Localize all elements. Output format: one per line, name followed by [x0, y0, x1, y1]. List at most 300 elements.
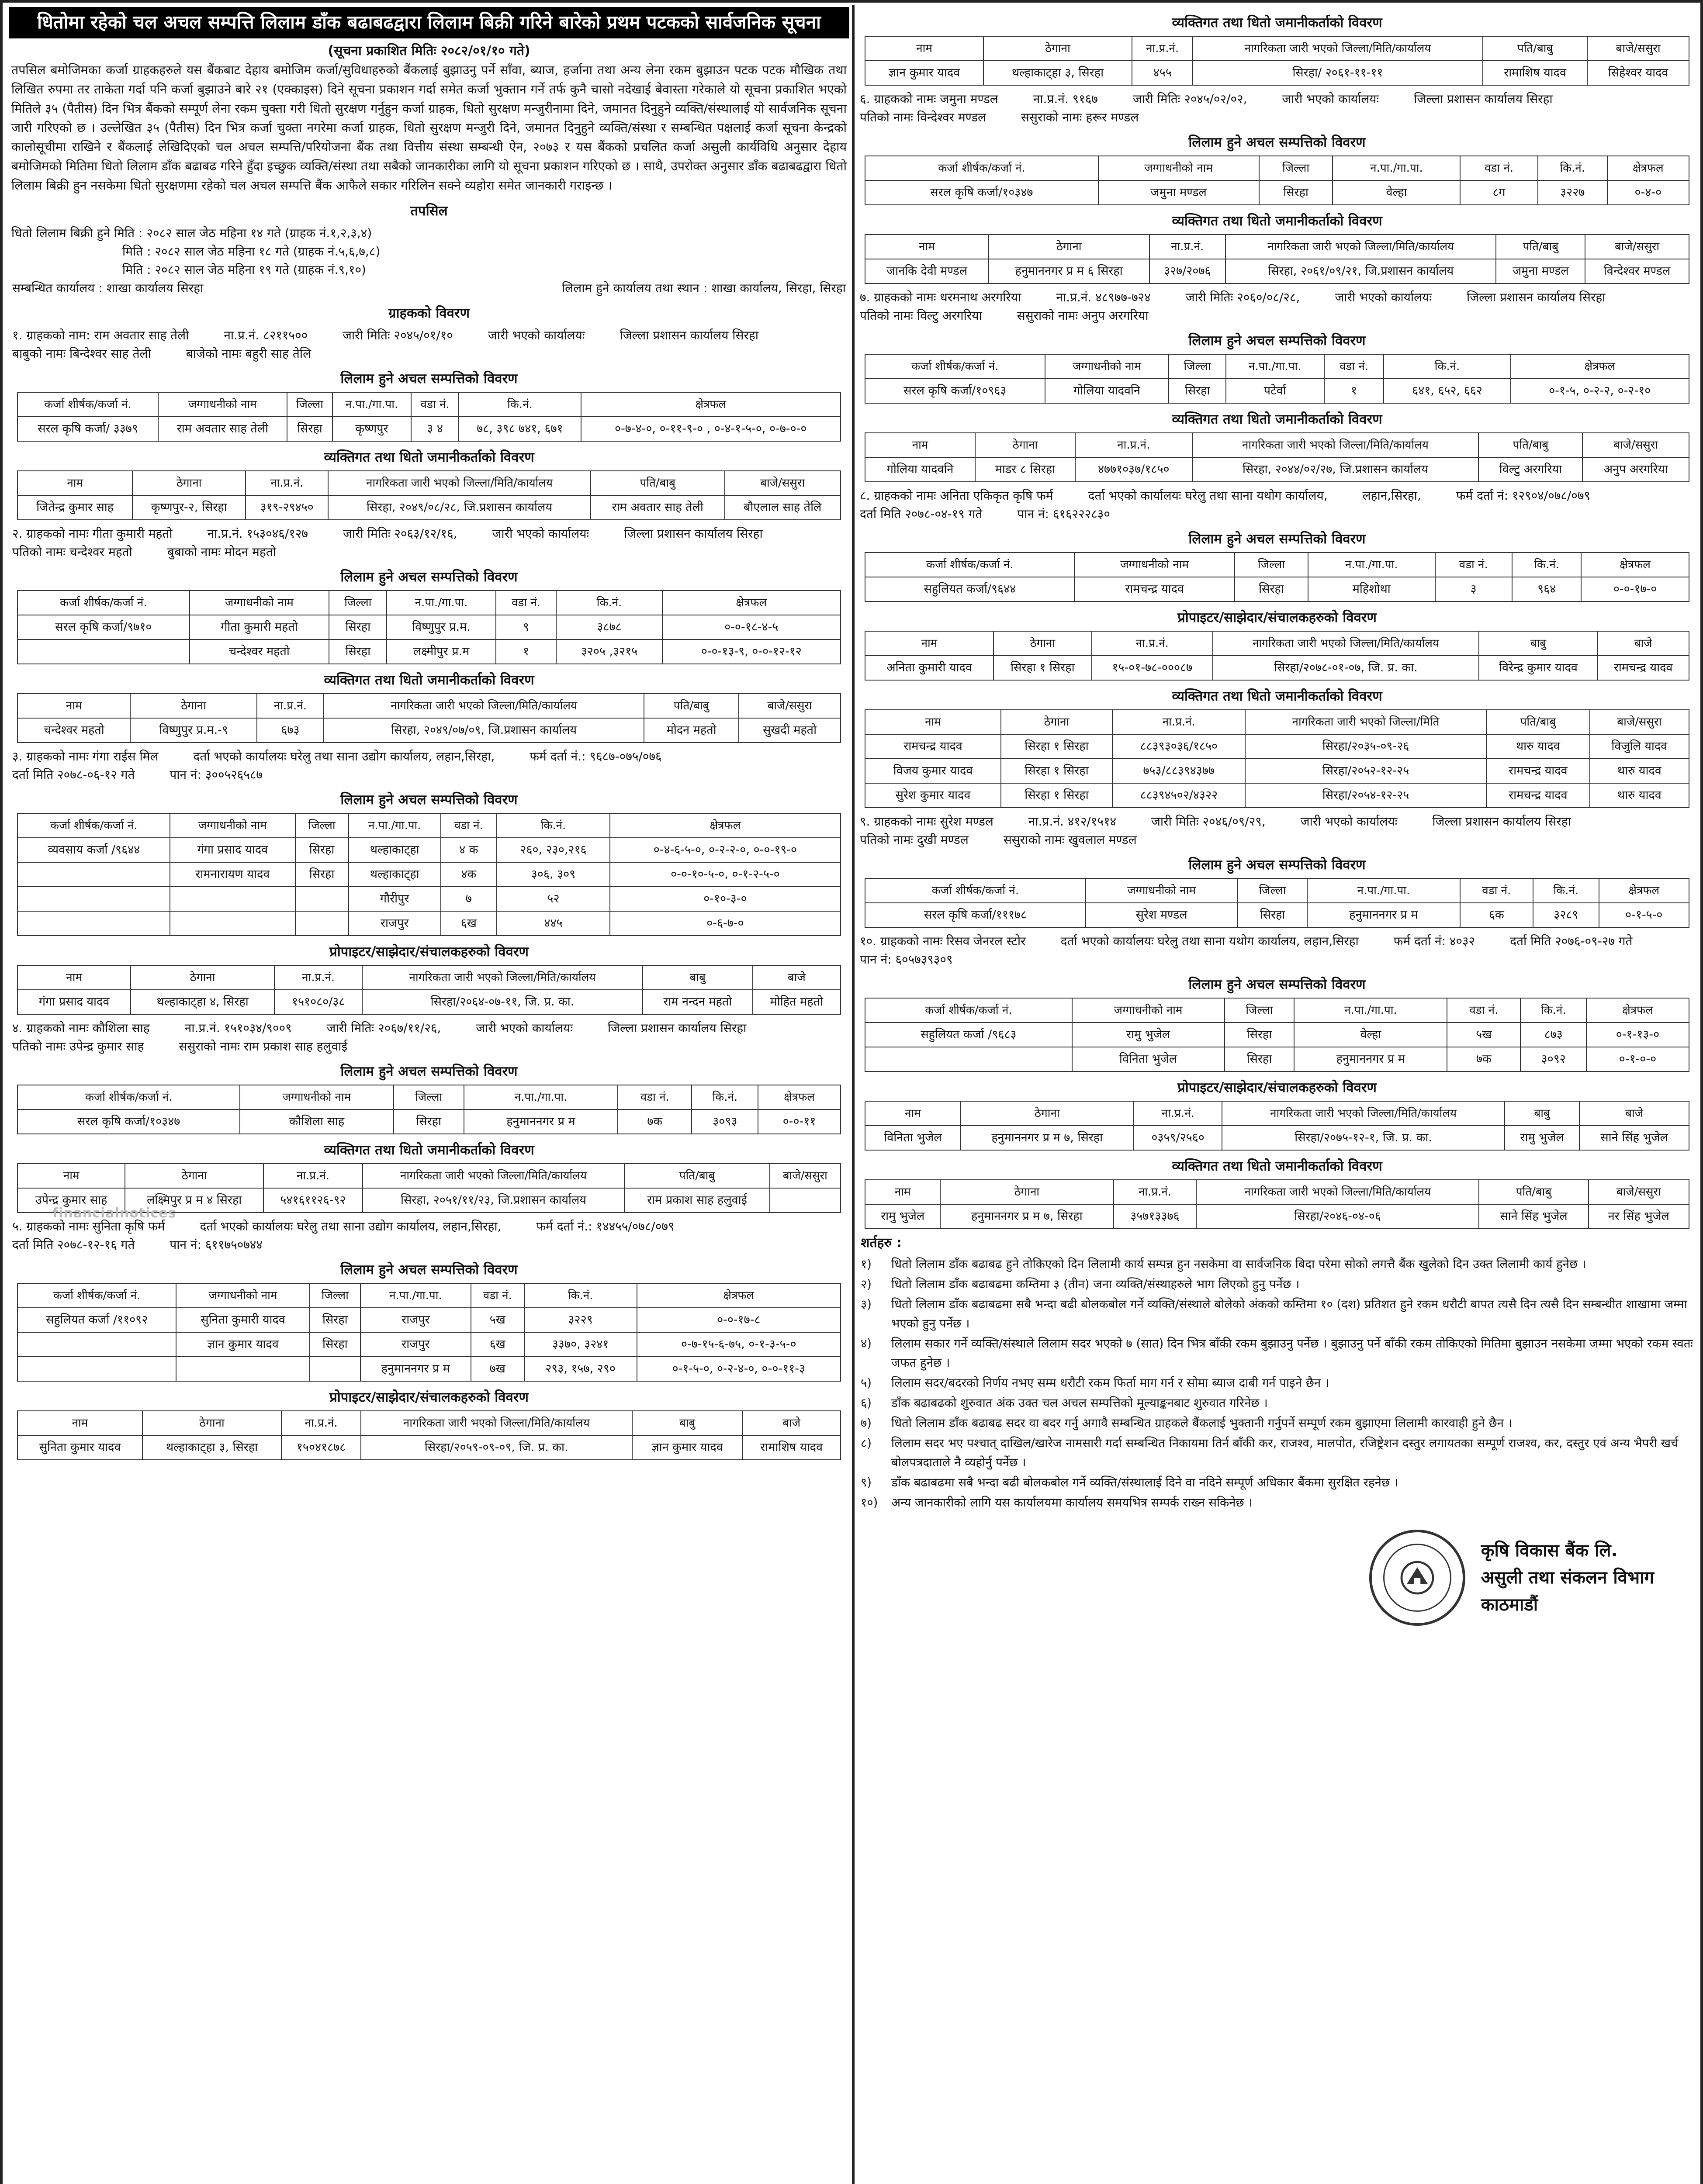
- customer-info-field: जारी मितिः २०६३/१२/१६,: [343, 526, 457, 541]
- table-cell: ०-१-५-०, ०-२-४-०, ०-०-११-३: [637, 1357, 841, 1381]
- table-header-cell: कर्जा शीर्षक/कर्जा नं.: [865, 998, 1072, 1023]
- customer-info-field: ना.प्र.नं. १५३०४६/१२७: [207, 526, 308, 541]
- table-header-cell: क्षेत्रफल: [1586, 998, 1689, 1023]
- guarantor-table: [865, 36, 1689, 86]
- table-cell: ७क: [618, 1109, 692, 1134]
- table-cell: सिरहा: [1238, 903, 1308, 927]
- terms-list: [861, 1254, 1693, 1512]
- table-header-cell: न.पा./गा.पा.: [1294, 998, 1447, 1023]
- term-text: लिलाम सदर/बदरको निर्णय नभए सम्म धरौटी रकम फिर्ता माग गर्न र सोमा ब्याज दाबी गर्न पाइने छैन ।: [891, 1376, 1329, 1390]
- table-cell: ९६४: [1512, 577, 1582, 601]
- table-cell: गीता कुमारी महतो: [190, 615, 329, 639]
- table-cell: सिरहा १ सिरहा: [1001, 734, 1113, 759]
- table-cell: वेल्हा: [1294, 1023, 1447, 1047]
- table-cell: सिरहा: [310, 1308, 360, 1332]
- table-cell: [865, 1047, 1072, 1071]
- table-cell: ०-१-०-०: [1586, 1047, 1689, 1071]
- customer-info-field: दर्ता भएको कार्यालयः घरेलु तथा साना उद्योग कार्यालय, लहान,सिरहा,: [193, 749, 495, 764]
- customer-info-field: पान नं: ३००५२६५८७: [170, 767, 263, 782]
- table-header-cell: ठेगाना: [993, 631, 1092, 656]
- guarantor-table: [865, 1179, 1689, 1229]
- table-cell: [770, 1188, 841, 1213]
- c10-info: [856, 932, 1698, 969]
- table-cell: [170, 887, 295, 911]
- table-cell: [17, 1332, 176, 1357]
- table-cell: ०-७-१५-६-७५, ०-१-३-५-०: [637, 1332, 841, 1357]
- table-cell: ६४१, ६५२, ६६२: [1384, 379, 1510, 403]
- table-cell: रामु भुजेल: [1505, 1126, 1580, 1150]
- guarantor-heading: व्यक्तिगत तथा धितो जमानीकर्ताको विवरण: [1172, 1158, 1382, 1174]
- table-cell: ३२८९: [1533, 903, 1599, 927]
- customer-info-field: पतिको नामः विल्टु अरगरिया: [860, 308, 982, 323]
- table-header-row: [865, 878, 1689, 903]
- table-cell: ७: [441, 887, 497, 911]
- table-cell: सिरहा, २०५१/११/२३, जि.प्रशासन कार्यालय: [363, 1188, 624, 1213]
- term-item: [861, 1434, 1693, 1472]
- table-cell: [17, 862, 170, 887]
- table-cell: ३३७०, ३२४१: [524, 1332, 637, 1357]
- table-header-cell: कर्जा शीर्षक/कर्जा नं.: [17, 813, 170, 838]
- table-header-cell: वडा नं.: [1460, 878, 1533, 903]
- table-cell: विष्णुपुर प्र.म.-९: [130, 718, 256, 743]
- table-cell: हनुमाननगर प्र म: [360, 1357, 471, 1381]
- table-header-cell: कि.नं.: [1533, 878, 1599, 903]
- table-cell: ४ क: [441, 838, 497, 862]
- table-cell: जमुना मण्डल: [1496, 259, 1585, 283]
- table-cell: ८७३: [1520, 1023, 1586, 1047]
- table-header-cell: बाजे/ससुरा: [1587, 36, 1689, 61]
- customer-info-field: दर्ता मिति २०७६-०९-२७ गते: [1510, 934, 1633, 948]
- table-header-row: [17, 1411, 841, 1435]
- term-text: डाँक बढाबढको शुरुवात अंक उक्त चल अचल सम्पत्तिको मूल्याङ्कनबाट शुरुवात गरिनेछ ।: [891, 1396, 1268, 1410]
- table-header-cell: कर्जा शीर्षक/कर्जा नं.: [865, 553, 1074, 577]
- table-cell: ३२७/२०७६: [1149, 259, 1226, 283]
- table-cell: ६ख: [471, 1332, 524, 1357]
- table-header-row: [865, 235, 1689, 259]
- customer-info-field: ससुराको नामः हरूर मण्डल: [1021, 110, 1139, 124]
- table-cell: सिरहा १ सिरहा: [993, 656, 1092, 680]
- auction-date-1: धितो लिलाम बिक्री हुने मिति : २०८२ साल जेठ महिना १४ गते (ग्राहक नं.१,२,३,४): [11, 226, 372, 240]
- customer-info-field: जारी भएको कार्यालयः: [1282, 92, 1379, 106]
- column-divider: [852, 5, 855, 2184]
- table-cell: सुनिता कुमारी यादव: [176, 1308, 310, 1332]
- table-header-cell: बाबु: [632, 1411, 743, 1435]
- guarantor-heading: व्यक्तिगत तथा धितो जमानीकर्ताको विवरण: [324, 672, 534, 688]
- signature-text: [1481, 1537, 1654, 1618]
- table-cell: रामचन्द्र यादव: [1486, 783, 1590, 808]
- table-cell: थल्हाकाट्हा ३, सिरहा: [142, 1435, 281, 1460]
- table-cell: सरल कृषि कर्जा/१११७८: [865, 903, 1085, 927]
- table-cell: रामचन्द्र यादव: [1486, 759, 1590, 783]
- table-header-cell: वडा नं.: [496, 591, 556, 615]
- table-cell: रामचन्द्र यादव: [1074, 577, 1235, 601]
- table-cell: पटेर्वा: [1226, 379, 1324, 403]
- table-cell: सरल कृषि कर्जा/९७१०: [17, 615, 189, 639]
- proprietor-heading: प्रोपाइटर/साझेदार/संचालकहरुको विवरण: [1177, 610, 1377, 625]
- table-cell: सरल कृषि कर्जा/१०३४७: [865, 180, 1098, 205]
- table-cell: नर सिंह भुजेल: [1589, 1204, 1689, 1229]
- left-column: [9, 7, 849, 2184]
- table-cell: सिरहा/२०५४-१२-२५: [1245, 783, 1486, 808]
- table-header-cell: कि.नं.: [556, 591, 662, 615]
- table-header-row: [17, 1164, 841, 1188]
- asset-heading: लिलाम हुने अचल सम्पत्तिको विवरण: [1188, 977, 1366, 992]
- table-header-cell: जग्गाधनीको नाम: [1074, 553, 1235, 577]
- table-cell: सिहेश्वर यादव: [1587, 61, 1689, 85]
- table-cell: ७५३/८८३९४३७७: [1112, 759, 1245, 783]
- table-cell: ४५५: [1132, 61, 1193, 85]
- customer-info-field: ना.प्र.नं. ८२११५००: [224, 328, 308, 342]
- table-cell: राम अवतार साह तेली: [158, 417, 287, 441]
- customer-info-field: ना.प्र.नं. १५१०३४/९००९: [184, 1021, 292, 1035]
- office-related: सम्बन्धित कार्यालय : शाखा कार्यालय सिरहा: [12, 281, 204, 295]
- table-header-cell: बाजे/ससुरा: [725, 471, 841, 495]
- table-header-cell: ठेगाना: [130, 694, 256, 718]
- customer-info-field: १. ग्राहकको नाम: राम अवतार साह तेली: [12, 328, 189, 342]
- customer-info-field: जारी भएको कार्यालयः: [1300, 814, 1398, 829]
- table-header-cell: वडा नं.: [471, 1283, 524, 1308]
- customer-info-field: ना.प्र.नं. ४८९७७-७२४: [1056, 290, 1151, 304]
- bank-seal-logo: [1369, 1530, 1465, 1626]
- table-header-row: [865, 1101, 1689, 1126]
- table-cell: चन्देश्वर महतो: [190, 639, 329, 664]
- table-header-cell: नागरिकता जारी भएको जिल्ला/मिति/कार्यालय: [361, 1411, 632, 1435]
- table-header-cell: ठेगाना: [989, 235, 1149, 259]
- table-header-cell: न.पा./गा.पा.: [464, 1085, 618, 1109]
- customer-info-field: जारी मितिः २०६०/०८/२८,: [1185, 290, 1300, 304]
- table-header-cell: कर्जा शीर्षक/कर्जा नं.: [865, 156, 1098, 180]
- table-header-cell: कि.नं.: [524, 1283, 637, 1308]
- table-cell: ३८७८: [556, 615, 662, 639]
- table-header-cell: जग्गाधनीको नाम: [170, 813, 295, 838]
- table-header-cell: न.पा./गा.पा.: [387, 591, 496, 615]
- table-header-cell: कि.नं.: [1538, 156, 1607, 180]
- table-cell: [295, 911, 349, 936]
- table-cell: ३२०५ ,३२१५: [556, 639, 662, 664]
- customer-info-field: ५. ग्राहकको नामः सुनिता कृषि फर्म: [12, 1219, 165, 1234]
- table-cell: जानकि देवी मण्डल: [865, 259, 989, 283]
- table-cell: [17, 911, 170, 936]
- table-cell: सिरहा/२०३५-०९-२६: [1245, 734, 1486, 759]
- table-cell: ३५७१३३७६: [1114, 1204, 1197, 1229]
- department-name: असुली तथा संकलन विभाग: [1481, 1568, 1654, 1588]
- table-row: [865, 1047, 1689, 1071]
- asset-table: [17, 392, 841, 442]
- table-header-cell: ना.प्र.नं.: [1149, 235, 1226, 259]
- table-cell: साने सिंह भुजेल: [1479, 1204, 1589, 1229]
- table-cell: ६७३: [257, 718, 324, 743]
- guarantor-heading: व्यक्तिगत तथा धितो जमानीकर्ताको विवरण: [1172, 15, 1382, 31]
- customer-info-field: फर्म दर्ता नं.: १४४५५/०७८/०७९: [536, 1219, 675, 1234]
- table-header-row: [865, 156, 1689, 180]
- proprietor-heading: प्रोपाइटर/साझेदार/संचालकहरुको विवरण: [1177, 1080, 1377, 1095]
- term-text: धितो लिलाम डाँक बढाबढ हुने तोकिएको दिन लिलामी कार्य सम्पन्न हुन नसकेमा वा सार्वजनिक बिदा परेमा सोको लगत्तै बैंक खुलेको दिन उक्त लिलामी कार्य हुनेछ ।: [891, 1257, 1586, 1271]
- table-cell: व्यवसाय कर्जा /९६४४: [17, 838, 170, 862]
- table-cell: सरल कृषि कर्जा/१०३४७: [17, 1109, 240, 1134]
- term-text: डाँक बढाबढमा सबै भन्दा बढी बोलकबोल गर्ने व्यक्ति/संस्थालाई दिने वा नदिने सम्पूर्ण अधिकार बैंकमा सुरक्षित रहनेछ ।: [891, 1476, 1398, 1489]
- table-cell: हनुमाननगर प्र म: [464, 1109, 618, 1134]
- table-header-cell: नागरिकता जारी भएको जिल्ला/मिति/कार्यालय: [1225, 235, 1496, 259]
- table-header-cell: कर्जा शीर्षक/कर्जा नं.: [17, 392, 158, 417]
- table-header-row: [17, 694, 841, 718]
- table-header-cell: नाम: [865, 1101, 960, 1126]
- term-text: धितो लिलाम डाँक बढाबढमा सबै भन्दा बढी बोलकबोल गर्ने व्यक्ति/संस्थाले बोलेको अंकको कम्तिमा १० (दश) प्रतिशत हुने रकम धरौटी बापत त्यसै दिन त्यसै दिन सम्बन्धीत शाखामा जम्मा भएको हुनु पर्नेछ ।: [891, 1297, 1687, 1330]
- table-header-cell: नाम: [865, 1180, 940, 1204]
- table-header-cell: ना.प्र.नं.: [1112, 710, 1245, 734]
- table-row: [865, 783, 1689, 808]
- table-header-cell: बाबु: [1505, 1101, 1580, 1126]
- table-header-cell: जग्गाधनीको नाम: [1045, 354, 1169, 379]
- table-cell: विनिता भुजेल: [865, 1126, 960, 1150]
- table-cell: [295, 887, 349, 911]
- table-row: [865, 457, 1689, 482]
- table-cell: रामचन्द्र यादव: [1598, 656, 1689, 680]
- table-cell: रामु भुजेल: [865, 1204, 940, 1229]
- term-number: ९): [861, 1476, 872, 1489]
- c5-info: [9, 1217, 849, 1254]
- table-cell: सिरहा/२०६४-०७-११, जि. प्र. का.: [362, 990, 643, 1014]
- asset-heading: लिलाम हुने अचल सम्पत्तिको विवरण: [1188, 333, 1366, 349]
- customer-info-field: लहान,सिरहा,: [1362, 488, 1421, 503]
- table-header-cell: नागरिकता जारी भएको जिल्ला/मिति/कार्यालय: [328, 471, 591, 495]
- right-column: [856, 7, 1698, 2184]
- term-number: ५): [861, 1376, 872, 1390]
- table-header-cell: नागरिकता जारी भएको जिल्ला/मिति/कार्यालय: [1192, 433, 1479, 457]
- table-header-cell: नागरिकता जारी भएको जिल्ला/मिति/कार्यालय: [1193, 36, 1483, 61]
- customer-info-field: ना.प्र.नं. ४१२/१५१४: [1028, 814, 1117, 829]
- table-cell: हनुमाननगर प्र म: [1307, 903, 1460, 927]
- table-cell: राजपुर: [360, 1308, 471, 1332]
- table-header-cell: ना.प्र.नं.: [1114, 1180, 1197, 1204]
- table-cell: ०-४-०: [1607, 180, 1689, 205]
- table-cell: विरेन्द्र कुमार यादव: [1479, 656, 1597, 680]
- table-header-cell: बाजे/ससुरा: [1582, 433, 1689, 457]
- table-header-cell: कि.नं.: [1512, 553, 1582, 577]
- table-cell: ४क: [441, 862, 497, 887]
- table-cell: १५-०१-७८-०००८७: [1092, 656, 1212, 680]
- table-cell: ०-१-५-०: [1599, 903, 1689, 927]
- table-cell: सहुलियत कर्जा/९६४४: [865, 577, 1074, 601]
- table-header-cell: नागरिकता जारी भएको जिल्ला/मिति/कार्यालय: [363, 1164, 624, 1188]
- customer-info-field: पान नं: ६१६२२२८३०: [1017, 507, 1110, 521]
- table-cell: ०-१०-३-०: [610, 887, 841, 911]
- table-cell: सुरेश मण्डल: [1086, 903, 1238, 927]
- customer-info-field: १०. ग्राहकको नामः रिसव जेनरल स्टोर: [860, 934, 1026, 948]
- table-cell: गौरीपुर: [349, 887, 441, 911]
- guarantor-table: [17, 693, 841, 743]
- table-cell: सिरहा: [329, 615, 387, 639]
- proprietor-table: [17, 1410, 841, 1460]
- guarantor-heading: व्यक्तिगत तथा धितो जमानीकर्ताको विवरण: [1172, 688, 1382, 704]
- term-item: [861, 1413, 1693, 1433]
- term-item: [861, 1334, 1693, 1372]
- table-cell: ०-०-१०-५-०, ०-१-२-५-०: [610, 862, 841, 887]
- table-cell: थल्हाकाट्हा ४, सिरहा: [131, 990, 274, 1014]
- table-cell: सिरहा/ २०६१-११-११: [1193, 61, 1483, 85]
- term-item: [861, 1275, 1693, 1294]
- customer-info-field: जिल्ला प्रशासन कार्यालय सिरहा: [1414, 92, 1553, 106]
- table-header-cell: पति/बाबु: [591, 471, 725, 495]
- table-cell: सिरहा: [394, 1109, 464, 1134]
- table-header-cell: वडा नं.: [1435, 553, 1512, 577]
- table-cell: ०-१-५, ०-२-२, ०-२-१०: [1511, 379, 1689, 403]
- table-cell: रामनारायण यादव: [170, 862, 295, 887]
- customer-info-field: बाबुको नामः बिन्देश्वर साह तेली: [12, 346, 151, 361]
- table-cell: राजपुर: [349, 911, 441, 936]
- table-header-row: [865, 1180, 1689, 1204]
- term-item: [861, 1393, 1693, 1413]
- table-header-row: [17, 392, 841, 417]
- table-header-cell: जिल्ला: [1225, 998, 1295, 1023]
- table-cell: सिरहा: [1235, 577, 1308, 601]
- table-header-cell: कर्जा शीर्षक/कर्जा नं.: [17, 591, 189, 615]
- table-cell: सिरहा १ सिरहा: [1001, 783, 1113, 808]
- table-cell: सरल कृषि कर्जा/१०९६३: [865, 379, 1045, 403]
- table-header-cell: क्षेत्रफल: [581, 392, 841, 417]
- table-header-cell: क्षेत्रफल: [758, 1085, 840, 1109]
- table-header-cell: कि.नं.: [497, 813, 610, 838]
- table-header-cell: वडा नं.: [441, 813, 497, 838]
- table-header-cell: न.पा./गा.पा.: [1308, 553, 1435, 577]
- table-cell: ३२२९: [524, 1308, 637, 1332]
- table-row: [17, 1109, 841, 1134]
- customer-info-field: दर्ता भएको कार्यालयः घरेलु तथा साना यथोग कार्यालय,: [1088, 488, 1328, 503]
- customer-info-field: जिल्ला प्रशासन कार्यालय सिरहा: [1432, 814, 1571, 829]
- table-row: [17, 1435, 841, 1460]
- table-cell: थल्हाकाट्हा ३, सिरहा: [983, 61, 1132, 85]
- table-header-cell: न.पा./गा.पा.: [360, 1283, 471, 1308]
- table-cell: सिरहा, २०४४/०२/२७, जि.प्रशासन कार्यालय: [1192, 457, 1479, 482]
- table-row: [17, 1332, 841, 1357]
- proprietor-table: [17, 965, 841, 1015]
- table-cell: सिरहा/२०४६-०४-०६: [1196, 1204, 1479, 1229]
- table-header-cell: बाबु: [643, 965, 753, 990]
- table-cell: सिरहा: [295, 838, 349, 862]
- table-cell: कृष्णपुर-२, सिरहा: [132, 495, 246, 520]
- customer-info-field: २. ग्राहकको नामः गीता कुमारी महतो: [12, 526, 173, 541]
- table-cell: राम नन्दन महतो: [643, 990, 753, 1014]
- table-cell: सिरहा १ सिरहा: [1001, 759, 1113, 783]
- table-header-cell: न.पा./गा.पा.: [332, 392, 411, 417]
- table-header-cell: ना.प्र.नं.: [274, 965, 362, 990]
- asset-table: [865, 878, 1689, 928]
- table-row: [865, 379, 1689, 403]
- customer-info-field: दर्ता मिति २०७८-०६-१२ गते: [12, 767, 135, 782]
- table-header-cell: ठेगाना: [940, 1180, 1114, 1204]
- table-header-cell: नागरिकता जारी भएको जिल्ला/मिति/कार्यालय: [1222, 1101, 1504, 1126]
- asset-table: [865, 354, 1689, 404]
- customer-info-field: बुबाको नामः मोदन महतो: [167, 545, 276, 559]
- table-cell: सिरहा: [1169, 379, 1225, 403]
- customer-info-field: पतिको नामः विन्देश्वर मण्डल: [860, 110, 986, 124]
- table-header-cell: ना.प्र.नं.: [263, 1164, 363, 1188]
- table-header-row: [17, 1283, 841, 1308]
- table-header-cell: नाम: [865, 433, 975, 457]
- table-header-cell: क्षेत्रफल: [1607, 156, 1689, 180]
- table-row: [865, 1204, 1689, 1229]
- table-header-row: [865, 710, 1689, 734]
- table-header-row: [17, 471, 841, 495]
- customer-info-field: पान नं: ६११७५०७४४: [170, 1237, 263, 1252]
- asset-table: [17, 1283, 841, 1382]
- table-row: [17, 615, 841, 639]
- table-cell: राजपुर: [360, 1332, 471, 1357]
- table-header-cell: बाजे/ससुरा: [1585, 235, 1689, 259]
- customer-info-field: जिल्ला प्रशासन कार्यालय सिरहा: [624, 526, 763, 541]
- table-cell: थल्हाकाट्हा: [349, 838, 441, 862]
- asset-table: [865, 998, 1689, 1072]
- table-cell: विजय कुमार यादव: [865, 759, 1000, 783]
- table-cell: हनुमाननगर प्र म ७, सिरहा: [961, 1126, 1134, 1150]
- right-customer-sections: [856, 14, 1698, 1229]
- customer-info-field: जारी भएको कार्यालयः: [492, 526, 589, 541]
- table-cell: ज्ञान कुमार यादव: [865, 61, 983, 85]
- table-header-cell: नाम: [17, 694, 130, 718]
- table-cell: ५ख: [471, 1308, 524, 1332]
- guarantor-table: [865, 432, 1689, 482]
- asset-heading: लिलाम हुने अचल सम्पत्तिको विवरण: [340, 1262, 518, 1278]
- customer-info-field: दर्ता भएको कार्यालयः घरेलु तथा साना उद्योग कार्यालय, लहान,सिरहा,: [200, 1219, 502, 1234]
- table-header-cell: जग्गाधनीको नाम: [240, 1085, 393, 1109]
- customer-info-field: दर्ता मिति २०७८-१२-१६ गते: [12, 1237, 135, 1252]
- table-cell: [310, 1357, 360, 1381]
- asset-heading: लिलाम हुने अचल सम्पत्तिको विवरण: [1188, 857, 1366, 873]
- table-row: [17, 495, 841, 520]
- table-cell: २६०, २३०,२१६: [497, 838, 610, 862]
- table-header-cell: ना.प्र.नं.: [246, 471, 328, 495]
- table-cell: ७ख: [471, 1357, 524, 1381]
- table-cell: सिरहा/२०७५-१२-१, जि. प्र. का.: [1222, 1126, 1504, 1150]
- table-cell: [17, 1357, 176, 1381]
- table-cell: लक्ष्मिपुर प्र म ४ सिरहा: [125, 1188, 263, 1213]
- table-header-cell: पति/बाबु: [1479, 1180, 1589, 1204]
- table-header-cell: पति/बाबु: [624, 1164, 770, 1188]
- table-header-cell: कर्जा शीर्षक/कर्जा नं.: [17, 1283, 176, 1308]
- customer-info-field: जारी मितिः २०४५/०१/१०: [343, 328, 453, 342]
- table-cell: [17, 639, 189, 664]
- c2-info: [9, 525, 849, 561]
- guarantor-heading: व्यक्तिगत तथा धितो जमानीकर्ताको विवरण: [324, 449, 534, 465]
- table-header-cell: ना.प्र.नं.: [1134, 1101, 1222, 1126]
- table-cell: थल्हाकाट्हा: [349, 862, 441, 887]
- customer-details-heading: ग्राहकको विवरण: [388, 305, 470, 321]
- table-header-cell: बाजे: [753, 965, 841, 990]
- table-header-row: [865, 36, 1689, 61]
- table-cell: अनुप अरगरिया: [1582, 457, 1689, 482]
- table-row: [865, 1126, 1689, 1150]
- table-cell: ३०९३: [692, 1109, 758, 1134]
- table-header-cell: नाम: [17, 471, 132, 495]
- table-cell: ०-१-१३-०: [1586, 1023, 1689, 1047]
- customer-info-field: फर्म दर्ता नं: १२९०४/०७८/०७९: [1456, 488, 1590, 503]
- table-cell: ३: [1435, 577, 1512, 601]
- customer-info-field: ३. ग्राहकको नामः गंगा राईस मिल: [12, 749, 159, 764]
- table-header-cell: नाम: [17, 1411, 142, 1435]
- customer-info-field: जारी भएको कार्यालयः: [488, 328, 585, 342]
- term-number: ८): [861, 1436, 872, 1450]
- asset-heading: लिलाम हुने अचल सम्पत्तिको विवरण: [340, 569, 518, 585]
- table-header-row: [865, 631, 1689, 656]
- table-cell: ९: [496, 615, 556, 639]
- table-cell: सिरहा/२०५२-१२-२५: [1245, 759, 1486, 783]
- table-cell: रामाशिष यादव: [743, 1435, 841, 1460]
- table-cell: १५०४१८७८: [281, 1435, 361, 1460]
- table-row: [17, 862, 841, 887]
- office-line: [9, 279, 849, 297]
- terms-heading: शर्तहरु :: [861, 1235, 902, 1251]
- c3-info: [9, 747, 849, 784]
- table-header-cell: पति/बाबु: [1478, 433, 1582, 457]
